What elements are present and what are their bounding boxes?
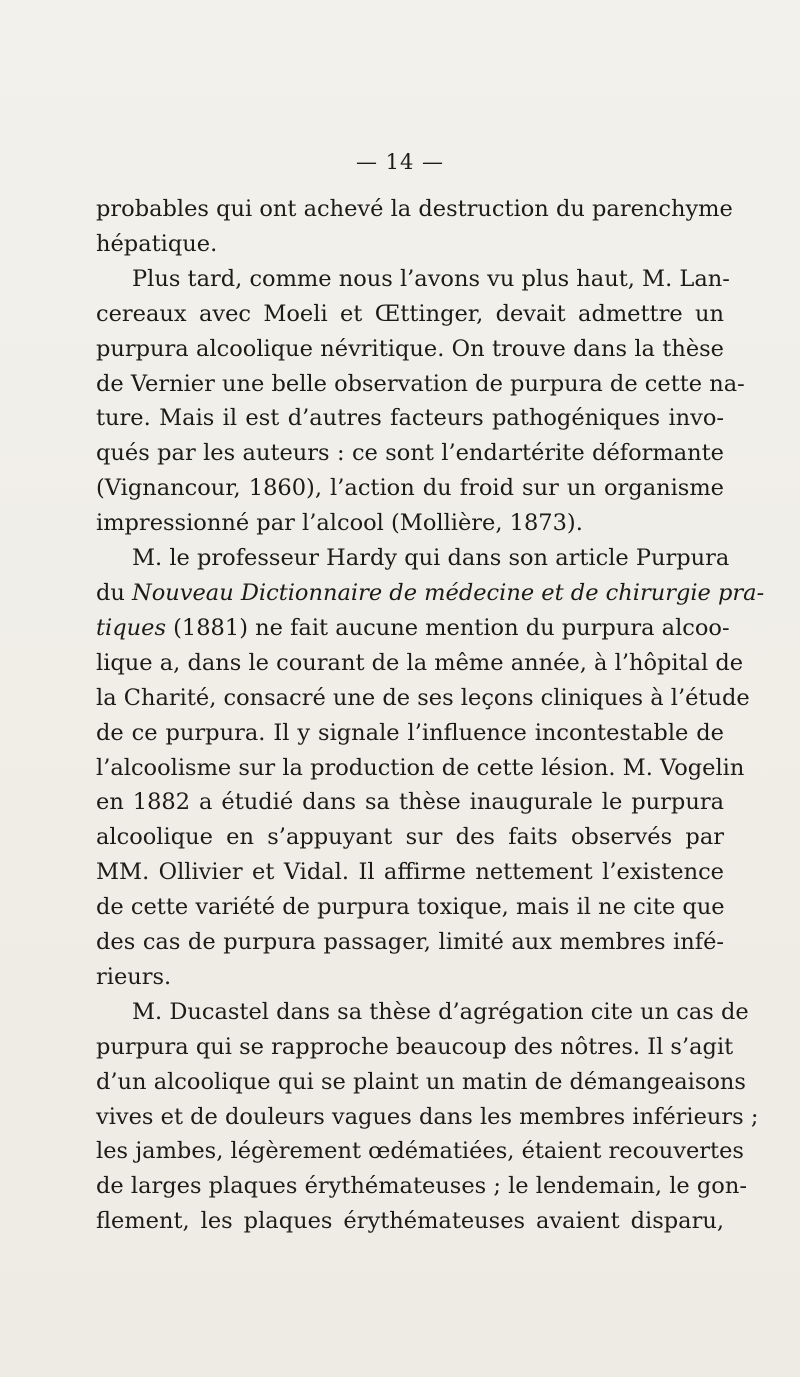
paragraph-4 xyxy=(96,995,759,1239)
text-line: Plus tard, comme nous l’avons vu plus haut, M. Lan- xyxy=(132,265,730,292)
text-line: qués par les auteurs : ce sont l’endartérite déformante xyxy=(96,440,724,467)
text-line: (Vignancour, 1860), l’action du froid sur un organisme xyxy=(96,475,724,502)
text-line: M. Ducastel dans sa thèse d’agrégation cite un cas de xyxy=(132,998,749,1025)
text-line: MM. Ollivier et Vidal. Il affirme nettement l’existence xyxy=(96,859,724,886)
text-line: cereaux avec Moeli et Œttinger, devait admettre un xyxy=(96,300,724,327)
text-line: de larges plaques érythémateuses ; le lendemain, le gon- xyxy=(96,1173,747,1200)
paragraph-2 xyxy=(96,262,745,541)
journal-title: Nouveau Dictionnaire de médecine et de chirurgie pra- xyxy=(132,579,765,606)
text-line: de cette variété de purpura toxique, mais il ne cite que xyxy=(96,894,725,921)
text-line: probables qui ont achevé la destruction du parenchyme xyxy=(96,196,733,222)
text-line: purpura alcoolique névritique. On trouve dans la thèse xyxy=(96,335,724,362)
text-line: de Vernier une belle observation de purpura de cette na- xyxy=(96,370,745,397)
journal-title-end: tiques xyxy=(96,614,166,641)
text-line: vives et de douleurs vagues dans les membres inférieurs ; xyxy=(96,1103,759,1130)
paragraph-1 xyxy=(96,192,733,262)
text-line: hépatique. xyxy=(96,230,218,257)
text-line: les jambes, légèrement œdématiées, étaient recouvertes xyxy=(96,1138,744,1165)
paragraph-3 xyxy=(96,541,765,995)
text-line: des cas de purpura passager, limité aux membres infé- xyxy=(96,929,724,956)
page-number: — 14 — xyxy=(355,150,445,174)
text-line: impressionné par l’alcool (Mollière, 1873). xyxy=(96,510,583,537)
text-line: rieurs. xyxy=(96,963,172,990)
text-run: (1881) ne fait aucune mention du purpura alcoo- xyxy=(166,614,730,641)
text-line xyxy=(96,611,730,646)
text-line: M. le professeur Hardy qui dans son article Purpura xyxy=(132,545,730,572)
text-line: purpura qui se rapproche beaucoup des nôtres. Il s’agit xyxy=(96,1033,734,1060)
text-line: de ce purpura. Il y signale l’influence incontestable de xyxy=(96,719,724,746)
text-line: l’alcoolisme sur la production de cette lésion. M. Vogelin xyxy=(96,754,745,781)
text-line: la Charité, consacré une de ses leçons cliniques à l’étude xyxy=(96,684,750,711)
text-line: en 1882 a étudié dans sa thèse inaugurale le purpura xyxy=(96,789,724,816)
body-text xyxy=(96,192,765,1239)
text-run: du xyxy=(96,579,133,606)
text-line: flement, les plaques érythémateuses avaient disparu, xyxy=(96,1208,724,1235)
text-line: alcoolique en s’appuyant sur des faits observés par xyxy=(96,824,724,851)
text-line: d’un alcoolique qui se plaint un matin de démangeaisons xyxy=(96,1068,746,1095)
text-line xyxy=(96,576,765,611)
text-line: lique a, dans le courant de la même année, à l’hôpital de xyxy=(96,649,744,676)
text-line: ture. Mais il est d’autres facteurs pathogéniques invo- xyxy=(96,405,724,432)
